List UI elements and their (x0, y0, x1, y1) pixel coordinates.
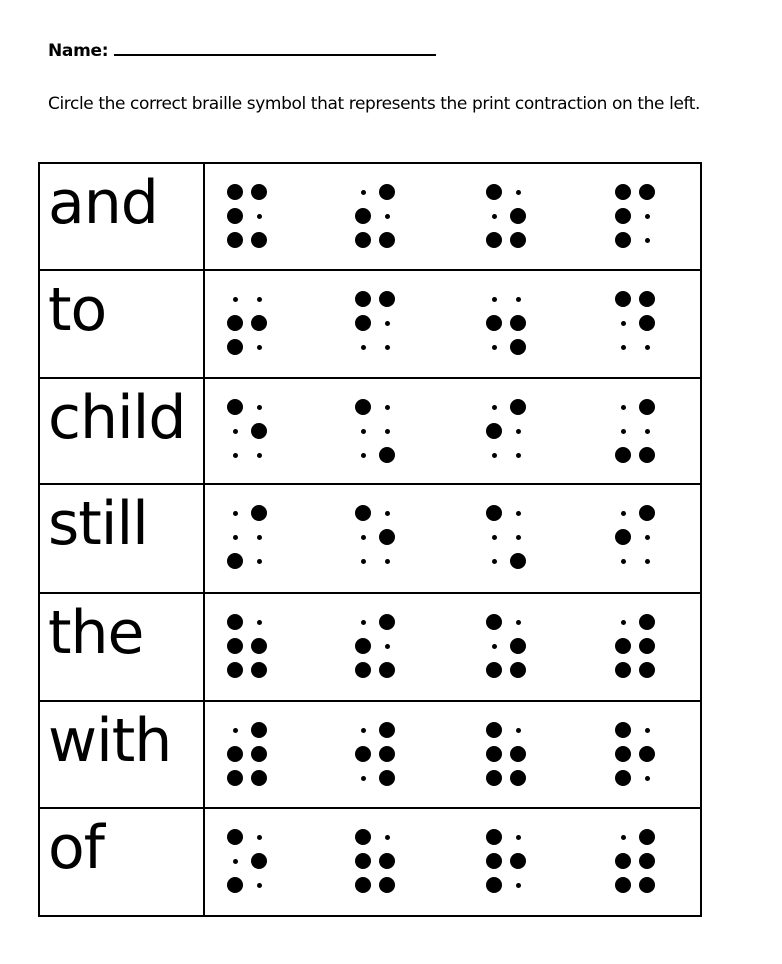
print-contraction-cell (39, 378, 204, 484)
flat-dot-icon (621, 620, 626, 625)
raised-dot-icon (639, 853, 655, 869)
braille-option-3[interactable] (486, 505, 526, 565)
raised-dot-icon (379, 447, 395, 463)
print-contraction-word: to (48, 275, 107, 345)
raised-dot-icon (639, 877, 655, 893)
braille-option-4[interactable] (615, 829, 655, 889)
braille-option-4[interactable] (615, 291, 655, 351)
print-contraction-cell (39, 484, 204, 593)
flat-dot-icon (257, 559, 262, 564)
print-contraction-cell (39, 270, 204, 378)
braille-option-2[interactable] (355, 829, 395, 889)
braille-option-2[interactable] (355, 399, 395, 459)
braille-options-cell (204, 270, 701, 378)
raised-dot-icon (379, 746, 395, 762)
worksheet-row (39, 808, 701, 916)
raised-dot-icon (227, 770, 243, 786)
raised-dot-icon (510, 638, 526, 654)
raised-dot-icon (486, 746, 502, 762)
flat-dot-icon (492, 453, 497, 458)
raised-dot-icon (639, 746, 655, 762)
raised-dot-icon (615, 722, 631, 738)
raised-dot-icon (486, 770, 502, 786)
raised-dot-icon (639, 662, 655, 678)
braille-options-cell (204, 378, 701, 484)
flat-dot-icon (361, 535, 366, 540)
flat-dot-icon (361, 559, 366, 564)
flat-dot-icon (257, 835, 262, 840)
flat-dot-icon (621, 559, 626, 564)
raised-dot-icon (486, 662, 502, 678)
flat-dot-icon (516, 535, 521, 540)
braille-option-4[interactable] (615, 722, 655, 782)
raised-dot-icon (227, 232, 243, 248)
raised-dot-icon (615, 447, 631, 463)
flat-dot-icon (516, 297, 521, 302)
raised-dot-icon (227, 315, 243, 331)
flat-dot-icon (361, 776, 366, 781)
print-contraction-cell (39, 163, 204, 270)
raised-dot-icon (355, 399, 371, 415)
raised-dot-icon (227, 614, 243, 630)
raised-dot-icon (355, 291, 371, 307)
braille-option-1[interactable] (227, 829, 267, 889)
braille-option-4[interactable] (615, 399, 655, 459)
raised-dot-icon (510, 232, 526, 248)
raised-dot-icon (510, 662, 526, 678)
flat-dot-icon (257, 535, 262, 540)
raised-dot-icon (251, 722, 267, 738)
worksheet-row (39, 163, 701, 270)
name-blank-line[interactable] (114, 40, 436, 56)
raised-dot-icon (486, 232, 502, 248)
raised-dot-icon (639, 315, 655, 331)
raised-dot-icon (355, 505, 371, 521)
flat-dot-icon (257, 214, 262, 219)
flat-dot-icon (492, 644, 497, 649)
flat-dot-icon (621, 835, 626, 840)
raised-dot-icon (355, 853, 371, 869)
raised-dot-icon (615, 208, 631, 224)
worksheet-row (39, 378, 701, 484)
print-contraction-cell (39, 593, 204, 701)
raised-dot-icon (510, 208, 526, 224)
flat-dot-icon (516, 883, 521, 888)
braille-option-2[interactable] (355, 505, 395, 565)
raised-dot-icon (510, 339, 526, 355)
braille-option-2[interactable] (355, 291, 395, 351)
braille-option-1[interactable] (227, 722, 267, 782)
braille-option-3[interactable] (486, 399, 526, 459)
flat-dot-icon (516, 835, 521, 840)
raised-dot-icon (355, 638, 371, 654)
raised-dot-icon (615, 877, 631, 893)
braille-option-3[interactable] (486, 829, 526, 889)
flat-dot-icon (516, 620, 521, 625)
flat-dot-icon (257, 345, 262, 350)
instructions-text: Circle the correct braille symbol that represents the print contraction on the left. (48, 94, 701, 114)
flat-dot-icon (516, 511, 521, 516)
flat-dot-icon (233, 728, 238, 733)
print-contraction-cell (39, 701, 204, 808)
braille-option-3[interactable] (486, 184, 526, 244)
raised-dot-icon (379, 770, 395, 786)
raised-dot-icon (486, 315, 502, 331)
raised-dot-icon (486, 505, 502, 521)
raised-dot-icon (639, 505, 655, 521)
raised-dot-icon (639, 829, 655, 845)
raised-dot-icon (379, 529, 395, 545)
raised-dot-icon (615, 853, 631, 869)
raised-dot-icon (379, 722, 395, 738)
flat-dot-icon (621, 405, 626, 410)
raised-dot-icon (615, 529, 631, 545)
flat-dot-icon (385, 511, 390, 516)
flat-dot-icon (645, 214, 650, 219)
flat-dot-icon (645, 535, 650, 540)
flat-dot-icon (233, 297, 238, 302)
print-contraction-word: with (48, 706, 172, 776)
raised-dot-icon (251, 423, 267, 439)
raised-dot-icon (510, 553, 526, 569)
flat-dot-icon (516, 190, 521, 195)
flat-dot-icon (645, 238, 650, 243)
flat-dot-icon (516, 429, 521, 434)
raised-dot-icon (639, 184, 655, 200)
flat-dot-icon (492, 405, 497, 410)
flat-dot-icon (257, 405, 262, 410)
flat-dot-icon (233, 859, 238, 864)
braille-option-4[interactable] (615, 184, 655, 244)
flat-dot-icon (257, 453, 262, 458)
raised-dot-icon (251, 638, 267, 654)
raised-dot-icon (227, 829, 243, 845)
raised-dot-icon (355, 829, 371, 845)
braille-option-3[interactable] (486, 614, 526, 674)
flat-dot-icon (233, 535, 238, 540)
raised-dot-icon (379, 232, 395, 248)
raised-dot-icon (615, 662, 631, 678)
raised-dot-icon (486, 877, 502, 893)
worksheet-row (39, 484, 701, 593)
flat-dot-icon (492, 297, 497, 302)
braille-options-cell (204, 593, 701, 701)
braille-option-1[interactable] (227, 291, 267, 351)
raised-dot-icon (379, 291, 395, 307)
raised-dot-icon (615, 232, 631, 248)
flat-dot-icon (233, 511, 238, 516)
flat-dot-icon (361, 429, 366, 434)
worksheet-row (39, 701, 701, 808)
raised-dot-icon (615, 746, 631, 762)
raised-dot-icon (355, 746, 371, 762)
flat-dot-icon (361, 728, 366, 733)
raised-dot-icon (251, 853, 267, 869)
print-contraction-word: the (48, 598, 144, 668)
raised-dot-icon (379, 614, 395, 630)
braille-option-1[interactable] (227, 184, 267, 244)
flat-dot-icon (385, 429, 390, 434)
flat-dot-icon (385, 644, 390, 649)
raised-dot-icon (355, 662, 371, 678)
braille-option-2[interactable] (355, 722, 395, 782)
raised-dot-icon (227, 746, 243, 762)
braille-options-cell (204, 163, 701, 270)
flat-dot-icon (233, 453, 238, 458)
flat-dot-icon (492, 214, 497, 219)
raised-dot-icon (355, 208, 371, 224)
flat-dot-icon (257, 297, 262, 302)
raised-dot-icon (615, 184, 631, 200)
print-contraction-cell (39, 808, 204, 916)
flat-dot-icon (385, 321, 390, 326)
print-contraction-word: and (48, 168, 158, 238)
raised-dot-icon (227, 208, 243, 224)
worksheet-row (39, 270, 701, 378)
flat-dot-icon (385, 405, 390, 410)
flat-dot-icon (492, 559, 497, 564)
flat-dot-icon (621, 345, 626, 350)
braille-options-cell (204, 484, 701, 593)
raised-dot-icon (486, 853, 502, 869)
flat-dot-icon (361, 190, 366, 195)
flat-dot-icon (385, 559, 390, 564)
braille-option-1[interactable] (227, 399, 267, 459)
braille-option-4[interactable] (615, 614, 655, 674)
name-label: Name: (48, 41, 109, 61)
flat-dot-icon (361, 620, 366, 625)
raised-dot-icon (251, 315, 267, 331)
raised-dot-icon (615, 291, 631, 307)
raised-dot-icon (486, 184, 502, 200)
flat-dot-icon (233, 429, 238, 434)
raised-dot-icon (510, 853, 526, 869)
flat-dot-icon (516, 453, 521, 458)
raised-dot-icon (615, 770, 631, 786)
flat-dot-icon (645, 345, 650, 350)
flat-dot-icon (385, 835, 390, 840)
braille-option-2[interactable] (355, 184, 395, 244)
flat-dot-icon (361, 345, 366, 350)
flat-dot-icon (621, 429, 626, 434)
raised-dot-icon (227, 638, 243, 654)
raised-dot-icon (486, 614, 502, 630)
raised-dot-icon (379, 877, 395, 893)
raised-dot-icon (639, 399, 655, 415)
flat-dot-icon (621, 511, 626, 516)
flat-dot-icon (645, 728, 650, 733)
braille-option-1[interactable] (227, 614, 267, 674)
raised-dot-icon (355, 877, 371, 893)
raised-dot-icon (379, 184, 395, 200)
flat-dot-icon (492, 345, 497, 350)
print-contraction-word: child (48, 383, 186, 453)
raised-dot-icon (379, 853, 395, 869)
raised-dot-icon (615, 638, 631, 654)
raised-dot-icon (510, 399, 526, 415)
raised-dot-icon (510, 770, 526, 786)
worksheet-row (39, 593, 701, 701)
raised-dot-icon (639, 614, 655, 630)
flat-dot-icon (257, 883, 262, 888)
braille-option-4[interactable] (615, 505, 655, 565)
raised-dot-icon (639, 638, 655, 654)
raised-dot-icon (486, 829, 502, 845)
flat-dot-icon (645, 429, 650, 434)
braille-option-1[interactable] (227, 505, 267, 565)
braille-options-cell (204, 701, 701, 808)
raised-dot-icon (227, 662, 243, 678)
braille-option-3[interactable] (486, 722, 526, 782)
print-contraction-word: still (48, 489, 148, 559)
flat-dot-icon (257, 620, 262, 625)
raised-dot-icon (510, 315, 526, 331)
print-contraction-word: of (48, 813, 104, 883)
braille-option-2[interactable] (355, 614, 395, 674)
raised-dot-icon (251, 662, 267, 678)
flat-dot-icon (621, 321, 626, 326)
raised-dot-icon (227, 877, 243, 893)
braille-worksheet-table (38, 162, 702, 917)
raised-dot-icon (227, 399, 243, 415)
raised-dot-icon (639, 447, 655, 463)
raised-dot-icon (251, 232, 267, 248)
braille-option-3[interactable] (486, 291, 526, 351)
flat-dot-icon (492, 535, 497, 540)
raised-dot-icon (227, 553, 243, 569)
raised-dot-icon (251, 184, 267, 200)
flat-dot-icon (645, 559, 650, 564)
raised-dot-icon (227, 184, 243, 200)
raised-dot-icon (251, 746, 267, 762)
flat-dot-icon (385, 345, 390, 350)
flat-dot-icon (385, 214, 390, 219)
raised-dot-icon (510, 746, 526, 762)
raised-dot-icon (227, 339, 243, 355)
braille-options-cell (204, 808, 701, 916)
flat-dot-icon (361, 453, 366, 458)
raised-dot-icon (639, 291, 655, 307)
name-field[interactable] (48, 40, 436, 61)
flat-dot-icon (645, 776, 650, 781)
raised-dot-icon (379, 662, 395, 678)
raised-dot-icon (355, 232, 371, 248)
raised-dot-icon (486, 722, 502, 738)
raised-dot-icon (251, 505, 267, 521)
flat-dot-icon (516, 728, 521, 733)
raised-dot-icon (251, 770, 267, 786)
raised-dot-icon (486, 423, 502, 439)
raised-dot-icon (355, 315, 371, 331)
